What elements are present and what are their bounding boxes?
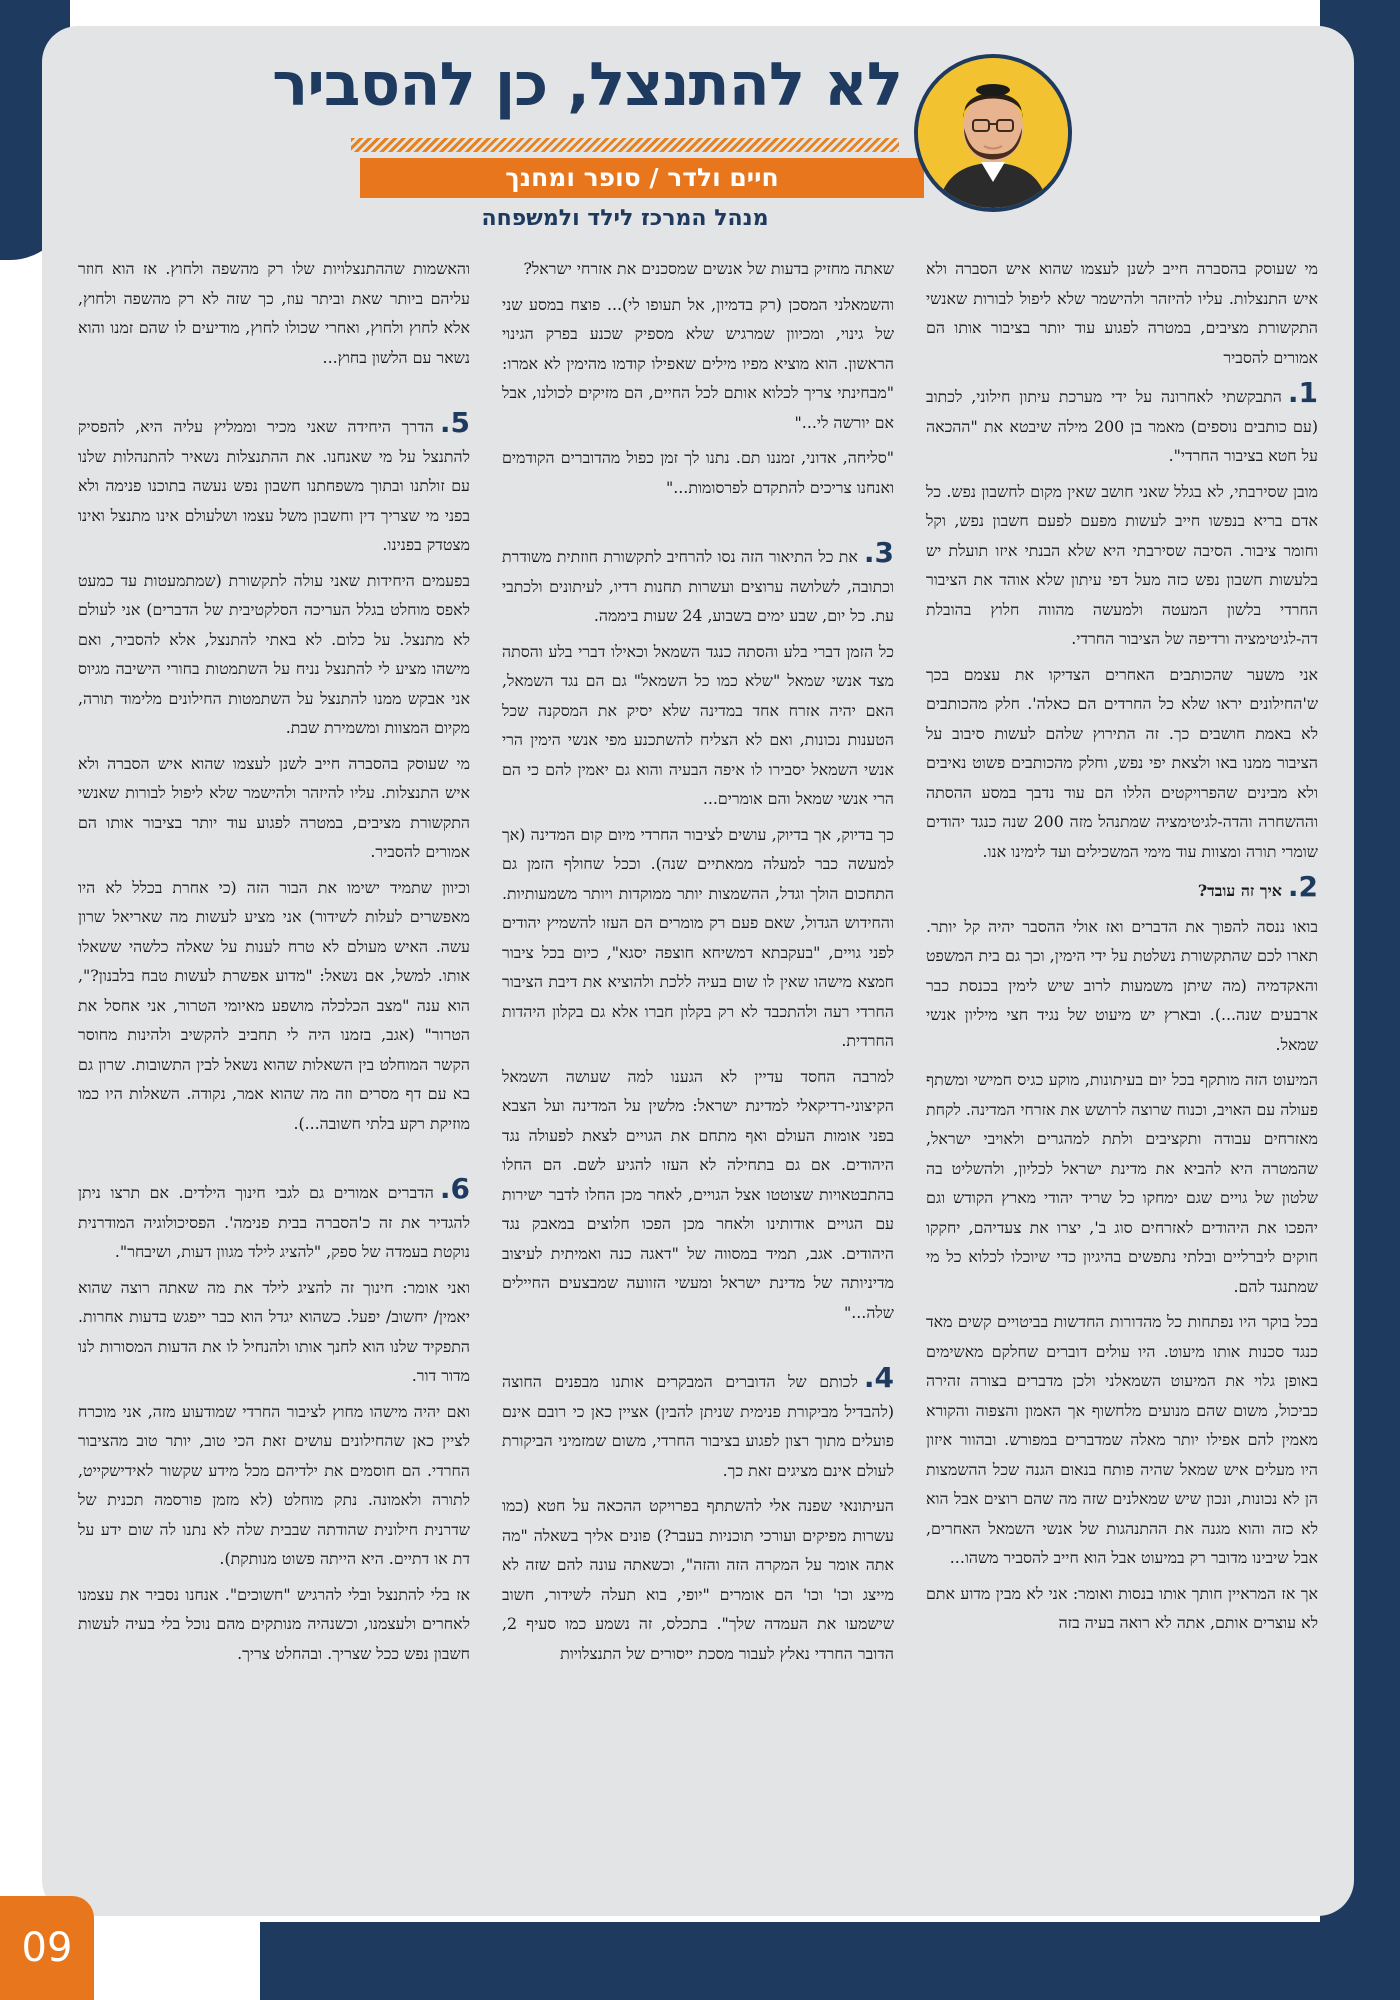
paragraph [78, 749, 470, 867]
paragraph [502, 1491, 894, 1668]
paragraph-text: ואני אומר: חינוך זה להציג לילד את מה שאתה רוצה שהוא יאמין/ יחשוב/ יפעל. כשהוא יגדל הוא כבר ייפגש בדעות אחרות. התפקיד שלנו הוא לחנך אותו ולהנחיל לו את הדעות המסורות לנו מדור דור. [78, 1277, 470, 1385]
paragraph-text: וכיוון שתמיד ישימו את הבור הזה (כי אחרת בכלל לא היו מאפשרים לעלות לשידור) אני מציע לעשות מה שאריאל שרון עשה. האיש מעולם לא טרח לענות על שאלה כלשהי ששאלו אותו. למשל, אם נשאל: "מדוע אפשרת לעשות טבח בלבנון?", הוא ענה "מצב הכלכלה מושפע מאיומי הטרור, אני אחסל את הטרור" (אגב, בזמנו היה לי תחביב להקשיב ולהינות מחוסר הקשר המוחלט בין השאלות שהוא נשאל לבין התשובות. שרון גם בא עם דף מסרים וזה מה שהוא אמר, נקודה. השאלות היו כמו מוזיקת רקע בלתי חשובה...). [78, 877, 470, 1133]
paragraph-text: למרבה החסד עדיין לא הגענו למה שעושה השמאל הקיצוני-רדיקאלי למדינת ישראל: מלשין על המדינה ועל הצבא בפני אומות העולם ואף מתחם את הגויים לצאת לפעולה נגד היהודים. אם גם בתחילה לא העזו להגיע לשם. הם החלו בהתבטאויות שצוטטו אצל הגויים, לאחר מכן החלו לדבר ישירות עם הגויים אודותינו ולאחר מכן הפכו חלוצים במאבק נגד היהודים. אגב, תמיד במסווה של "דאגה כנה ואמיתית לעיצוב מדיניותה של מדינת ישראל ומעשי הזוועה שמבצעים החיילים שלה..." [502, 1066, 894, 1322]
paragraph-text: אני משער שהכותבים האחרים הצדיקו את עצמם בכך ש'החילונים יראו שלא כל החרדים הם כאלה'. חלק מהכותבים לא באמת חושבים כך. זה התירוץ שלהם לעשות סיבוב על הציבור ממנו באו ולצאת יפי נפש, וחלק מהכותבים פשוט נאיבים ולא מבינים שהפרויקטים הללו הם עוד נדבך במסע ההסתה וההשחרה והדה-לגיטימציה שמתנהל מזה 200 שנה כנגד יהודים שומרי תורה ומצוות עוד מימי המשכילים ועד לימינו אנו. [926, 664, 1318, 861]
column-left [78, 254, 470, 1864]
paragraph [926, 477, 1318, 654]
paragraph-text: מי שעוסק בהסברה חייב לשנן לעצמו שהוא איש הסברה ולא איש התנצלות. עליו להיזהר ולהישמר שלא ליפול לבורות שאנשי התקשורת מציבים, במטרה לפגוע עוד יותר בציבור אותו הם אמורים להסביר. [78, 753, 470, 861]
paragraph [926, 378, 1318, 471]
paragraph [926, 912, 1318, 1060]
paragraph-text: והאשמות שההתנצלויות שלו רק מהשפה ולחוץ. אז הוא חוזר עליהם ביותר שאת וביתר עוז, כך שזה לא רק מהשפה ולחוץ, אלא לחוץ ולחוץ, ואחרי שכולו לחוץ, מודיעים לו שהם זמנו והוא נשאר עם הלשון בחוץ... [78, 259, 470, 367]
section-subtitle: איך זה עובד? [1197, 881, 1282, 900]
paragraph [926, 1065, 1318, 1301]
paragraph-text: העיתונאי שפנה אלי להשתתף בפרויקט ההכאה על חטא (כמו עשרות מפיקים ועורכי תוכניות בעבר?) פונים אליך בשאלה "מה אתה אומר על המקרה הזה והזה", וכשאתה עונה להם שזה לא מייצג וכו' וכו' הם אומרים "יופי, בוא תעלה לשידור, חשוב שישמעו את העמדה שלך". בתכלס, זה נשמע כמו סעיף 2, הדובר החרדי נאלץ לעבור מסכת ייסורים של התנצלויות [502, 1496, 894, 1663]
paragraph [502, 538, 894, 631]
article-title: לא להתנצל, כן להסביר [272, 50, 902, 120]
section-number: 5. [439, 406, 470, 439]
paragraph-text: מי שעוסק בהסברה חייב לשנן לעצמו שהוא איש הסברה ולא איש התנצלות. עליו להיזהר ולהישמר שלא ליפול לבורות שאנשי התקשורת מציבים, במטרה לפגוע עוד יותר בציבור אותו הם אמורים להסביר [926, 259, 1318, 367]
paragraph [78, 1397, 470, 1574]
paragraph-text: את כל התיאור הזה נסו להרחיב לתקשורת חוזתית משודרת וכתובה, לשלושה ערוצים ועשרות תחנות רדיו, לעיתונים ולכתבי עת. כל יום, שבע ימים בשבוע, 24 שעות ביממה. [502, 547, 894, 625]
paragraph-text: לכותם של הדוברים המבקרים אותנו מבפנים החוצה (להבדיל מביקורת פנימית שניתן להבין) אציין כאן כי רובם אינם פועלים מתוך רצון לפגוע בציבור החרדי, משום שמזמיני הביקורת לעולם אינם מציגים זאת כך. [502, 1372, 894, 1480]
article-body [78, 254, 1318, 1864]
paragraph-text: מובן שסירבתי, לא בגלל שאני חושב שאין מקום לחשבון נפש. כל אדם בריא בנפשו חייב לעשות מפעם לפעם חשבון נפש, וקל וחומר ציבור. הסיבה שסירבתי היא שלא הבנתי איזו תועלת יש בלעשות חשבון נפש כזה מעל דפי עיתון שלא אוהד את הציבור החרדי בלשון המעטה ולמעשה מהווה חלוץ בהובלת דה-לגיטימציה ורדיפה של הציבור החרדי. [926, 481, 1318, 648]
paragraph [926, 660, 1318, 867]
paragraph-text: בכל בוקר היו נפתחות כל מהדורות החדשות בביטויים קשים מאד כנגד סכנות אותו מיעוט. היו עולים דוברים שחלקם מאשימים באופן גלוי את המיעוט השמאלני ולכן מדברים בצורה זהירה כביכול, משום שהם מנועים מלחשוף אך האמון והצפוה והקורא מאמין להם אפילו יותר מאלה שמדברים במפורש. ובהוור איזון היו מעלים איש שמאל שהיה פותח בנאום הגנה שכל ההשמצות הן לא נכונות, ונכון שיש שמאלנים שזה מה שהם רוצים אבל הוא לא כזה והוא מגנה את ההתנהגות של אנשי השמאל האחרים, אבל שיבינו מדובר רק במיעוט אבל הוא חייב להסביר משהו... [926, 1312, 1318, 1567]
paragraph-text: "סליחה, אדוני, זמננו תם. נתנו לך זמן כפול מהדוברים הקודמים ואנחנו צריכים להתקדם לפרסומות..." [502, 448, 894, 497]
paragraph [926, 1579, 1318, 1638]
paragraph-text: אז בלי להתנצל ובלי להרגיש "חשוכים". אנחנו נסביר את עצמנו לאחרים ולעצמנו, וכשנהיה מנותקים מהם נוכל בלי בעיה לעשות חשבון נפש ככל שצריך. ובהחלט צריך. [78, 1584, 470, 1663]
paragraph [78, 566, 470, 743]
section-number: 4. [863, 1361, 894, 1394]
paragraph-text: כך בדיוק, אך בדיוק, עושים לציבור החרדי מיום קום המדינה (אך למעשה כבר למעלה ממאתיים שנה). וככל שחולף הזמן גם התחכום הולך וגדל, ההשמצות יותר ממוקדות ויותר משמעותיות. והחידוש הגדול, שאם פעם רק מומרים הם העזו להשמיץ יהודים לפני גויים, "בעקבתא דמשיחא חוצפה יסגא", כיום בכל ציבור חמצא מישהו שאין לו שום בעיה ללכת ולהוציא את דיבת הציבור החרדי רעה ולהתכבד לא רק בקלון חברו אלא גם בקלון היהדות החרדית. [502, 824, 894, 1050]
paragraph [78, 408, 470, 560]
paragraph-text: בואו ננסה להפוך את הדברים ואז אולי ההסבר יהיה קל יותר. תארו לכם שהתקשורת נשלטת על ידי הימין, וכך גם בית המשפט והאקדמיה (מה שיתן משמעות לרוב שיש לימין בכנסת כבר ארבעים שנה...). ובארץ יש מיעוט של נגיד חצי מיליון אנשי שמאל. [926, 916, 1318, 1054]
paragraph [502, 1062, 894, 1328]
author-role: מנהל המרכז לילד ולמשפחה [481, 206, 769, 231]
author-portrait-icon [918, 58, 1068, 208]
author-avatar [914, 54, 1072, 212]
author-bar: חיים ולדר / סופר ומחנך [360, 158, 924, 198]
paragraph-text: בפעמים היחידות שאני עולה לתקשורת (שמתמעטות עד כמעט לאפס מוחלט בגלל העריכה הסלקטיבית של הדברים) אני לעולם לא מתנצל. על כלום. לא באתי להתנצל, אלא להסביר, ואם מישהו מציע לי להתנצל נניח על השתמטות בחורי הישיבה מגיוס אני אבקש ממנו להתנצל על השתמטות החילונים מלימוד תורה, מקיום המצוות ומשמירת שבת. [78, 570, 470, 737]
article-header [42, 26, 1354, 236]
paragraph [78, 254, 470, 372]
paragraph-text: הדברים אמורים גם לגבי חינוך הילדים. אם תרצו ניתן להגדיר את זה כ'הסברה בבית פנימה'. הפסיכולוגיה המודרנית נוקטת בעמדה של ספק, "להציג לילד מגוון דעות, ושיבחר". [78, 1183, 470, 1261]
paragraph [502, 637, 894, 814]
section-number: 3. [863, 536, 894, 569]
paragraph [502, 254, 894, 284]
column-right [926, 254, 1318, 1864]
paragraph [502, 290, 894, 438]
paragraph-text: אך אז המראיין חותך אותו בנסות ואומר: אני לא מבין מדוע אתם לא עוצרים אותם, אתה לא רואה בעיה בזה [926, 1583, 1318, 1632]
paragraph-text: המיעוט הזה מותקף בכל יום בעיתונות, מוקע כגיס חמישי ומשתף פעולה עם האויב, וכנוח שרוצה לרושש את אזרחי המדינה. לקחת מאזרחים עבודה ותקציבים ולתת למהגרים ולאויבי ישראל, שהמטרה היא להביא את מדינת ישראל לכליון, ולהשליט בה שלטון של גויים שגם ימחקו כל שריד יהודי מארץ הקודש וגם יהפכו את היהודים לאזרחים סוג ב', יצרו את צעדיהם, יחקקו חוקים ליברליים ובלתי נתפשים בהיגיון כדי שיוכלו לכלוא כל מי שמתנגד להם. [926, 1070, 1318, 1296]
section-number: 2. [1287, 870, 1318, 903]
paragraph [926, 872, 1318, 906]
paragraph [78, 1273, 470, 1391]
paragraph [502, 820, 894, 1056]
paragraph [926, 254, 1318, 372]
paragraph-text: שאתה מחזיק בדעות של אנשים שמסכנים את אזרחי ישראל? [523, 259, 894, 278]
paragraph [926, 1307, 1318, 1573]
title-underline-stripe [351, 138, 899, 152]
navy-footer-band [260, 1922, 1400, 2000]
column-middle [502, 254, 894, 1864]
paragraph-text: הדרך היחידה שאני מכיר וממליץ עליה היא, להפסיק להתנצל על מי שאנחנו. את ההתנצלות נשאיר להתנהלות שלנו עם זולתנו ובתוך משפחתנו חשבון נפש נעשה בתוכנו פנימה ולא בפני מי שצריך דין וחשבון משל עצמו ושלעולם אינו מתנצל ואינו מצטדק בפנינו. [78, 417, 470, 554]
section-number: 6. [439, 1172, 470, 1205]
section-number: 1. [1287, 376, 1318, 409]
paragraph [502, 443, 894, 502]
paragraph [502, 1363, 894, 1485]
paragraph-text: ואם יהיה מישהו מחוץ לציבור החרדי שמודעוע מזה, אני מוכרח לציין כאן שהחילונים עושים זאת הכי טוב, יותר טוב מהציבור החרדי. הם חוסמים את ילדיהם מכל מידע שקשור לאידישקייט, לתורה ולאמונה. נתק מוחלט (לא מזמן פורסמה תכנית של שדרנית חילונית שהודתה שבבית שלה לא נתנו לה שום ידע על דת או דתיים. היא הייתה פשוט מנותקת). [78, 1401, 470, 1568]
paragraph-text: התבקשתי לאחרונה על ידי מערכת עיתון חילוני, לכתוב (עם כותבים נוספים) מאמר בן 200 מילה שיבטא את "ההכאה על חטא בציבור החרדי". [926, 387, 1318, 465]
page-number-badge: 09 [0, 1896, 94, 2000]
paragraph [78, 873, 470, 1139]
paragraph [78, 1580, 470, 1669]
paragraph [78, 1174, 470, 1267]
paragraph-text: והשמאלני המסכן (רק בדמיון, אל תעופו לי)... פוצח במסע שני של גינוי, ומכיוון שמרגיש שלא מספיק שכנע בפרק הגינוי הראשון. הוא מוציא מפיו מילים שאפילו קודמו מהימין לא אמרו: "מבחינתי צריך לכלוא אותם לכל החיים, הם מזיקים לכולנו, אבל אם יורשה לי..." [502, 294, 894, 432]
paragraph-text: כל הזמן דברי בלע והסתה כנגד השמאל וכאילו דברי בלע והסתה מצד אנשי שמאל "שלא כמו כל השמאל" גם הם נגד השמאל, האם יהיה אזרח אחד במדינה שלא יסיק את המסקנה שכל הטענות נכונות, ואם לא הצליח להשתכנע מפי אנשי הימין הרי אנשי השמאל יסבירו לו איפה הבעיה והוא גם יאמין להם כי הם הרי אנשי שמאל והם אומרים... [502, 641, 894, 808]
